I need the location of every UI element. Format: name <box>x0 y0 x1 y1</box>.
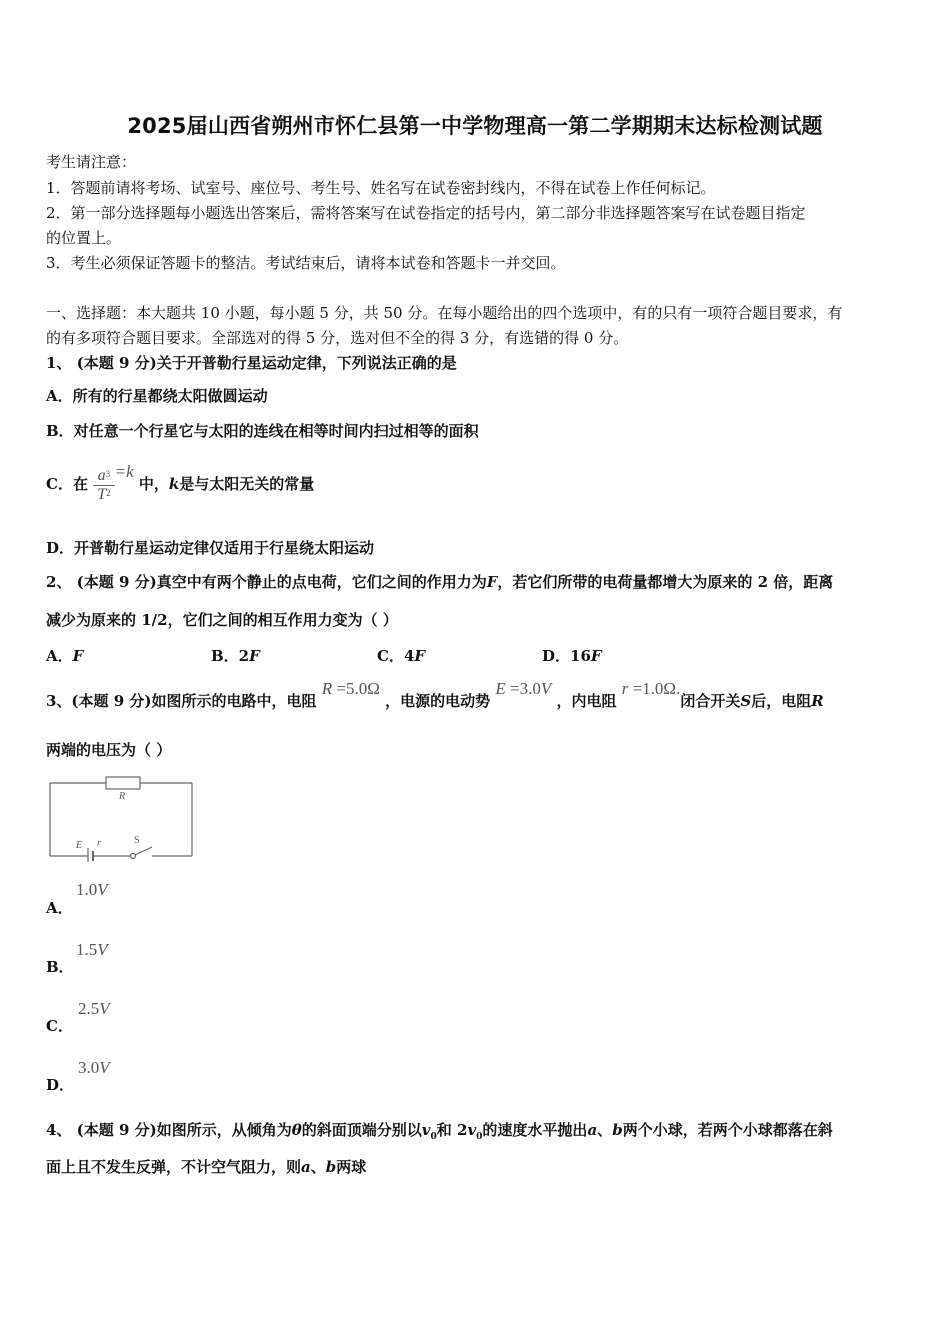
circuit-label-r: R <box>119 791 126 802</box>
q3-option-a-label: A． <box>46 899 73 917</box>
q2-stem-line2: 减少为原来的 1/2，它们之间的相互作用力变为（ ） <box>46 611 398 629</box>
q1-stem: 1、 (本题 9 分)关于开普勒行星运动定律，下列说法正确的是 <box>46 354 457 372</box>
q3-option-c-value: 2.5V <box>78 999 110 1018</box>
switch-lever <box>135 847 152 855</box>
q3-emf-eq: E =3.0V <box>495 679 552 698</box>
notice-item-2: 2．第一部分选择题每小题选出答案后，需将答案写在试卷指定的括号内，第二部分非选择题答案写在试卷题目指定 <box>46 204 806 222</box>
q3-resistance-eq: R =5.0Ω <box>321 679 380 698</box>
q3-option-b-label: B． <box>46 958 74 976</box>
q3-option-a-value: 1.0V <box>76 880 108 899</box>
q1-option-c <box>46 456 314 512</box>
q1-c-suffix-2: 是与太阳无关的常量 <box>179 475 315 493</box>
fraction-numerator: $a^3$ <box>97 466 111 484</box>
q1-option-b: B．对任意一个行星它与太阳的连线在相等时间内扫过相等的面积 <box>46 422 479 440</box>
q2-option-b: B．2F <box>211 647 260 665</box>
q3-internal-resistance-eq: r =1.0Ω. <box>621 679 681 698</box>
notice-heading: 考生请注意： <box>46 153 137 171</box>
q3-stem-line1: 3、(本题 9 分)如图所示的电路中，电阻 R =5.0Ω ，电源的电动势 E =3.0V ，内电阻 r =1.0Ω.闭合开关S后，电阻R <box>46 679 824 710</box>
q3-option-b-value: 1.5V <box>76 940 108 959</box>
q2-option-a: A．F <box>46 647 84 665</box>
q4-stem-line1: 4、 (本题 9 分)如图所示，从倾角为θ的斜面顶端分别以$v_0$和 $2v_0$的速度水平抛出a、b两个小球，若两个小球都落在斜 <box>46 1121 833 1142</box>
notice-item-3: 3．考生必须保证答题卡的整洁。考试结束后，请将本试卷和答题卡一并交回。 <box>46 254 566 272</box>
q1-c-prefix: C．在 <box>46 475 88 493</box>
q1-c-suffix-1: 中， <box>138 475 169 493</box>
q2-option-d: D．16F <box>542 647 602 665</box>
q1-c-k: k <box>168 475 180 493</box>
notice-item-2-cont: 的位置上。 <box>46 229 122 247</box>
q1-option-d: D．开普勒行星运动定律仅适用于行星绕太阳运动 <box>46 539 375 557</box>
q2-stem-line1: 2、 (本题 9 分)真空中有两个静止的点电荷，它们之间的作用力为F，若它们所带的电荷量都增大为原来的 2 倍，距离 <box>46 573 834 591</box>
kepler-fraction <box>93 467 114 504</box>
resistor-r <box>106 777 140 789</box>
notice-item-1: 1．答题前请将考场、试室号、座位号、考生号、姓名写在试卷密封线内，不得在试卷上作任何标记。 <box>46 179 716 197</box>
section1-line1: 一、选择题：本大题共 10 小题，每小题 5 分，共 50 分。在每小题给出的四个选项中，有的只有一项符合题目要求，有 <box>46 304 843 322</box>
q3-stem-line2: 两端的电压为（ ） <box>46 741 172 759</box>
circuit-diagram <box>46 772 196 862</box>
q2-option-c: C．4F <box>377 647 426 665</box>
circuit-label-small-r: r <box>97 838 101 849</box>
switch-contact <box>131 854 136 859</box>
q3-option-d-value: 3.0V <box>78 1058 110 1077</box>
q1-option-a: A．所有的行星都绕太阳做圆运动 <box>46 387 268 405</box>
fraction-equals-k: =k <box>114 462 134 481</box>
section1-line2: 的有多项符合题目要求。全部选对的得 5 分，选对但不全的得 3 分，有选错的得 0 分。 <box>46 329 629 347</box>
fraction-denominator: $T^2$ <box>93 485 114 504</box>
exam-title: 2025届山西省朔州市怀仁县第一中学物理高一第二学期期末达标检测试题 <box>127 114 823 138</box>
q3-option-c-label: C． <box>46 1017 73 1035</box>
circuit-label-s: S <box>134 835 140 846</box>
q4-stem-line2: 面上且不发生反弹，不计空气阻力，则a、b两球 <box>46 1158 367 1176</box>
q3-option-d-label: D． <box>46 1076 75 1094</box>
circuit-label-e: E <box>76 840 83 851</box>
